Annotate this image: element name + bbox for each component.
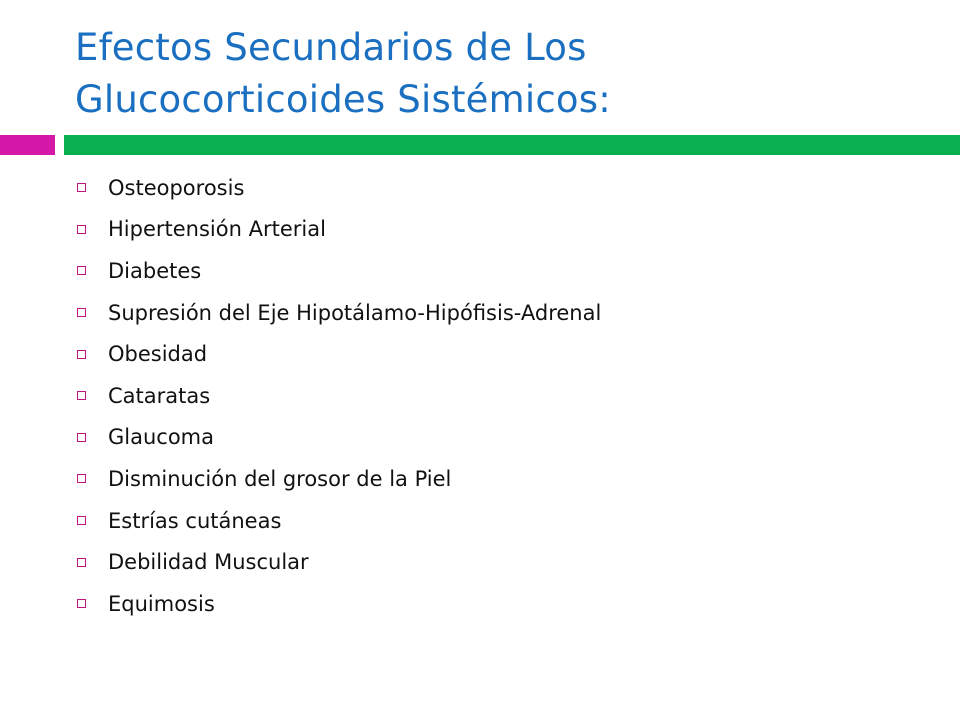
list-item-text: Diabetes: [108, 258, 202, 283]
hollow-square-icon: [77, 474, 86, 483]
list-item-text: Disminución del grosor de la Piel: [108, 466, 452, 491]
side-effects-list: [77, 167, 601, 625]
list-item: [77, 583, 601, 625]
list-item-text: Osteoporosis: [108, 175, 245, 200]
hollow-square-icon: [77, 266, 86, 275]
accent-bar-magenta: [0, 135, 55, 155]
hollow-square-icon: [77, 558, 86, 567]
list-item-text: Equimosis: [108, 591, 215, 616]
list-item: [77, 458, 601, 500]
list-item: [77, 292, 601, 334]
list-item: [77, 167, 601, 209]
hollow-square-icon: [77, 516, 86, 525]
list-item-text: Obesidad: [108, 342, 208, 367]
hollow-square-icon: [77, 391, 86, 400]
hollow-square-icon: [77, 225, 86, 234]
list-item-text: Debilidad Muscular: [108, 550, 309, 575]
hollow-square-icon: [77, 183, 86, 192]
hollow-square-icon: [77, 350, 86, 359]
list-item: [77, 417, 601, 459]
hollow-square-icon: [77, 599, 86, 608]
list-item: [77, 250, 601, 292]
list-item-text: Glaucoma: [108, 425, 215, 450]
list-item: [77, 541, 601, 583]
hollow-square-icon: [77, 433, 86, 442]
hollow-square-icon: [77, 308, 86, 317]
list-item: [77, 375, 601, 417]
list-item: [77, 500, 601, 542]
list-item: [77, 333, 601, 375]
list-item-text: Estrías cutáneas: [108, 508, 282, 533]
list-item-text: Supresión del Eje Hipotálamo-Hipófisis-Adrenal: [108, 300, 602, 325]
list-item: [77, 209, 601, 251]
list-item-text: Hipertensión Arterial: [108, 217, 326, 242]
slide-title: [75, 22, 935, 126]
title-line-1: Efectos Secundarios de Los: [75, 26, 587, 69]
list-item-text: Cataratas: [108, 383, 211, 408]
title-line-2: Glucocorticoides Sistémicos:: [75, 78, 611, 121]
accent-bar-green: [64, 135, 960, 155]
